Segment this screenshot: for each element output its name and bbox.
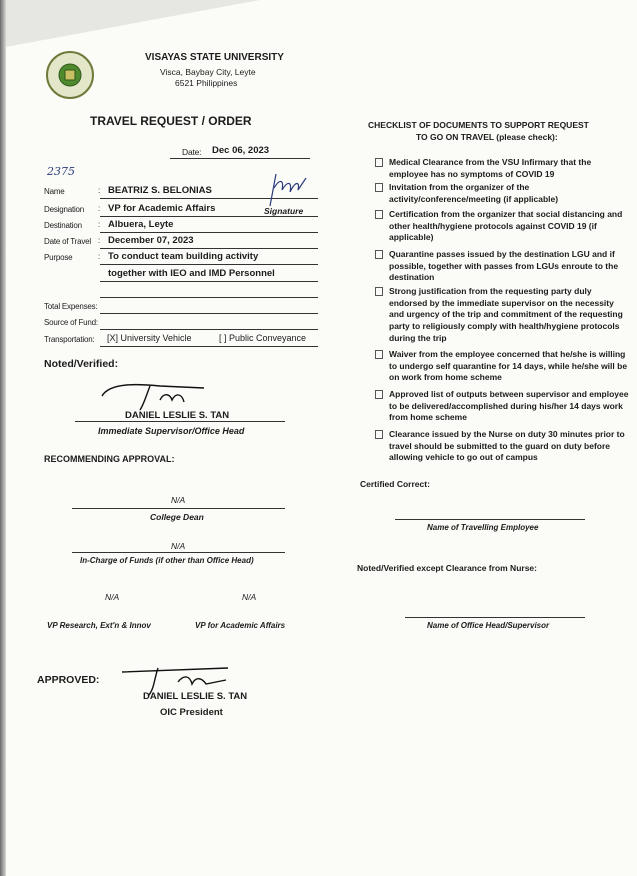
vp-academic-label: VP for Academic Affairs <box>195 621 286 630</box>
checklist-item[interactable]: Clearance issued by the Nurse on duty 30 minutes prior to travel should be submitted to the guard on duty before allowing vehicle to go out of campus <box>375 429 615 465</box>
vp-research-value: N/A <box>105 592 120 602</box>
checkbox[interactable] <box>375 158 383 167</box>
funds-label: In-Charge of Funds (if other than Office Head) <box>80 556 254 565</box>
date-label: Date: <box>182 147 202 157</box>
checkbox[interactable] <box>375 287 383 296</box>
name-value: BEATRIZ S. BELONIAS <box>108 185 212 196</box>
checkbox[interactable] <box>375 430 383 439</box>
university-name: VISAYAS STATE UNIVERSITY <box>145 52 284 63</box>
purpose-value: To conduct team building activity <box>108 251 259 262</box>
checkbox[interactable] <box>375 210 383 219</box>
checklist-heading1: CHECKLIST OF DOCUMENTS TO SUPPORT REQUEST <box>368 120 589 130</box>
vp-academic-value: N/A <box>242 592 257 602</box>
college-dean-label: College Dean <box>150 512 204 522</box>
checklist-item[interactable]: Invitation from the organizer of the activity/conference/meeting (if applicable) <box>375 182 615 206</box>
requester-signature <box>262 170 312 208</box>
travelling-employee-label: Name of Travelling Employee <box>427 523 539 532</box>
university-seal-logo <box>44 50 96 100</box>
destination-value: Albuera, Leyte <box>108 219 174 230</box>
transport-public-conveyance[interactable]: [ ] Public Conveyance <box>219 333 307 343</box>
destination-label: Destination <box>44 221 82 230</box>
supervisor-signature <box>100 380 210 412</box>
address-line2: 6521 Philippines <box>175 78 238 88</box>
checkbox[interactable] <box>375 390 383 399</box>
supervisor-title: Immediate Supervisor/Office Head <box>98 426 245 436</box>
supervisor-name: DANIEL LESLIE S. TAN <box>125 410 230 421</box>
total-expenses-label: Total Expenses: <box>44 302 98 311</box>
noted-heading: Noted/Verified: <box>44 358 119 370</box>
vp-research-label: VP Research, Ext'n & Innov <box>47 621 151 630</box>
scan-edge <box>0 0 6 876</box>
name-label: Name <box>44 187 65 196</box>
date-of-travel-value: December 07, 2023 <box>108 235 194 246</box>
address-line1: Visca, Baybay City, Leyte <box>160 67 256 77</box>
funds-value: N/A <box>171 541 186 551</box>
date-of-travel-label: Date of Travel <box>44 237 92 246</box>
designation-label: Designation <box>44 205 85 214</box>
office-head-label: Name of Office Head/Supervisor <box>427 621 550 630</box>
date-value: Dec 06, 2023 <box>212 145 270 156</box>
recommending-heading: RECOMMENDING APPROVAL: <box>44 454 175 464</box>
college-dean-value: N/A <box>171 495 186 505</box>
checklist-item[interactable]: Certification from the organizer that social distancing and other health/hygiene protocols against COVID 19 (if applicable) <box>375 209 615 245</box>
president-name: DANIEL LESLIE S. TAN <box>143 691 248 702</box>
control-number: 2375 <box>47 165 75 178</box>
president-title: OIC President <box>160 707 223 718</box>
certified-correct-label: Certified Correct: <box>360 479 430 489</box>
signature-label: Signature <box>264 206 304 216</box>
noted-except-label: Noted/Verified except Clearance from Nurse: <box>357 563 537 573</box>
approved-heading: APPROVED: <box>37 674 100 686</box>
checklist-item[interactable]: Medical Clearance from the VSU Infirmary that the employee has no symptoms of COVID 19 <box>375 157 615 181</box>
transport-university-vehicle[interactable]: [X] University Vehicle <box>107 333 192 343</box>
purpose-value-line2: together with IEO and IMD Personnel <box>108 268 275 279</box>
checkbox[interactable] <box>375 250 383 259</box>
checklist-item[interactable]: Quarantine passes issued by the destination LGU and if possible, together with passes from LGUs enroute to the destination <box>375 249 615 285</box>
checklist-heading2: TO GO ON TRAVEL (please check): <box>416 132 558 142</box>
source-of-fund-label: Source of Fund: <box>44 318 98 327</box>
purpose-label: Purpose <box>44 253 73 262</box>
checkbox[interactable] <box>375 350 383 359</box>
checklist-item[interactable]: Waiver from the employee concerned that he/she is willing to undergo self quarantine for 14 days, while he/she will be on work from home scheme <box>375 349 615 385</box>
transportation-label: Transportation: <box>44 335 95 344</box>
checkbox[interactable] <box>375 183 383 192</box>
checklist-item[interactable]: Approved list of outputs between supervisor and employee to be delivered/accomplished during his/her 14 days work from home scheme <box>375 389 615 425</box>
checklist-item[interactable]: Strong justification from the requesting party duly endorsed by the immediate supervisor on the necessity and urgency of the trip and commitment of the requesting party to religiously comply with health/hygiene protocols during the trip <box>375 286 615 346</box>
form-title: TRAVEL REQUEST / ORDER <box>90 114 252 128</box>
designation-value: VP for Academic Affairs <box>108 203 216 214</box>
page-fold <box>0 0 260 48</box>
